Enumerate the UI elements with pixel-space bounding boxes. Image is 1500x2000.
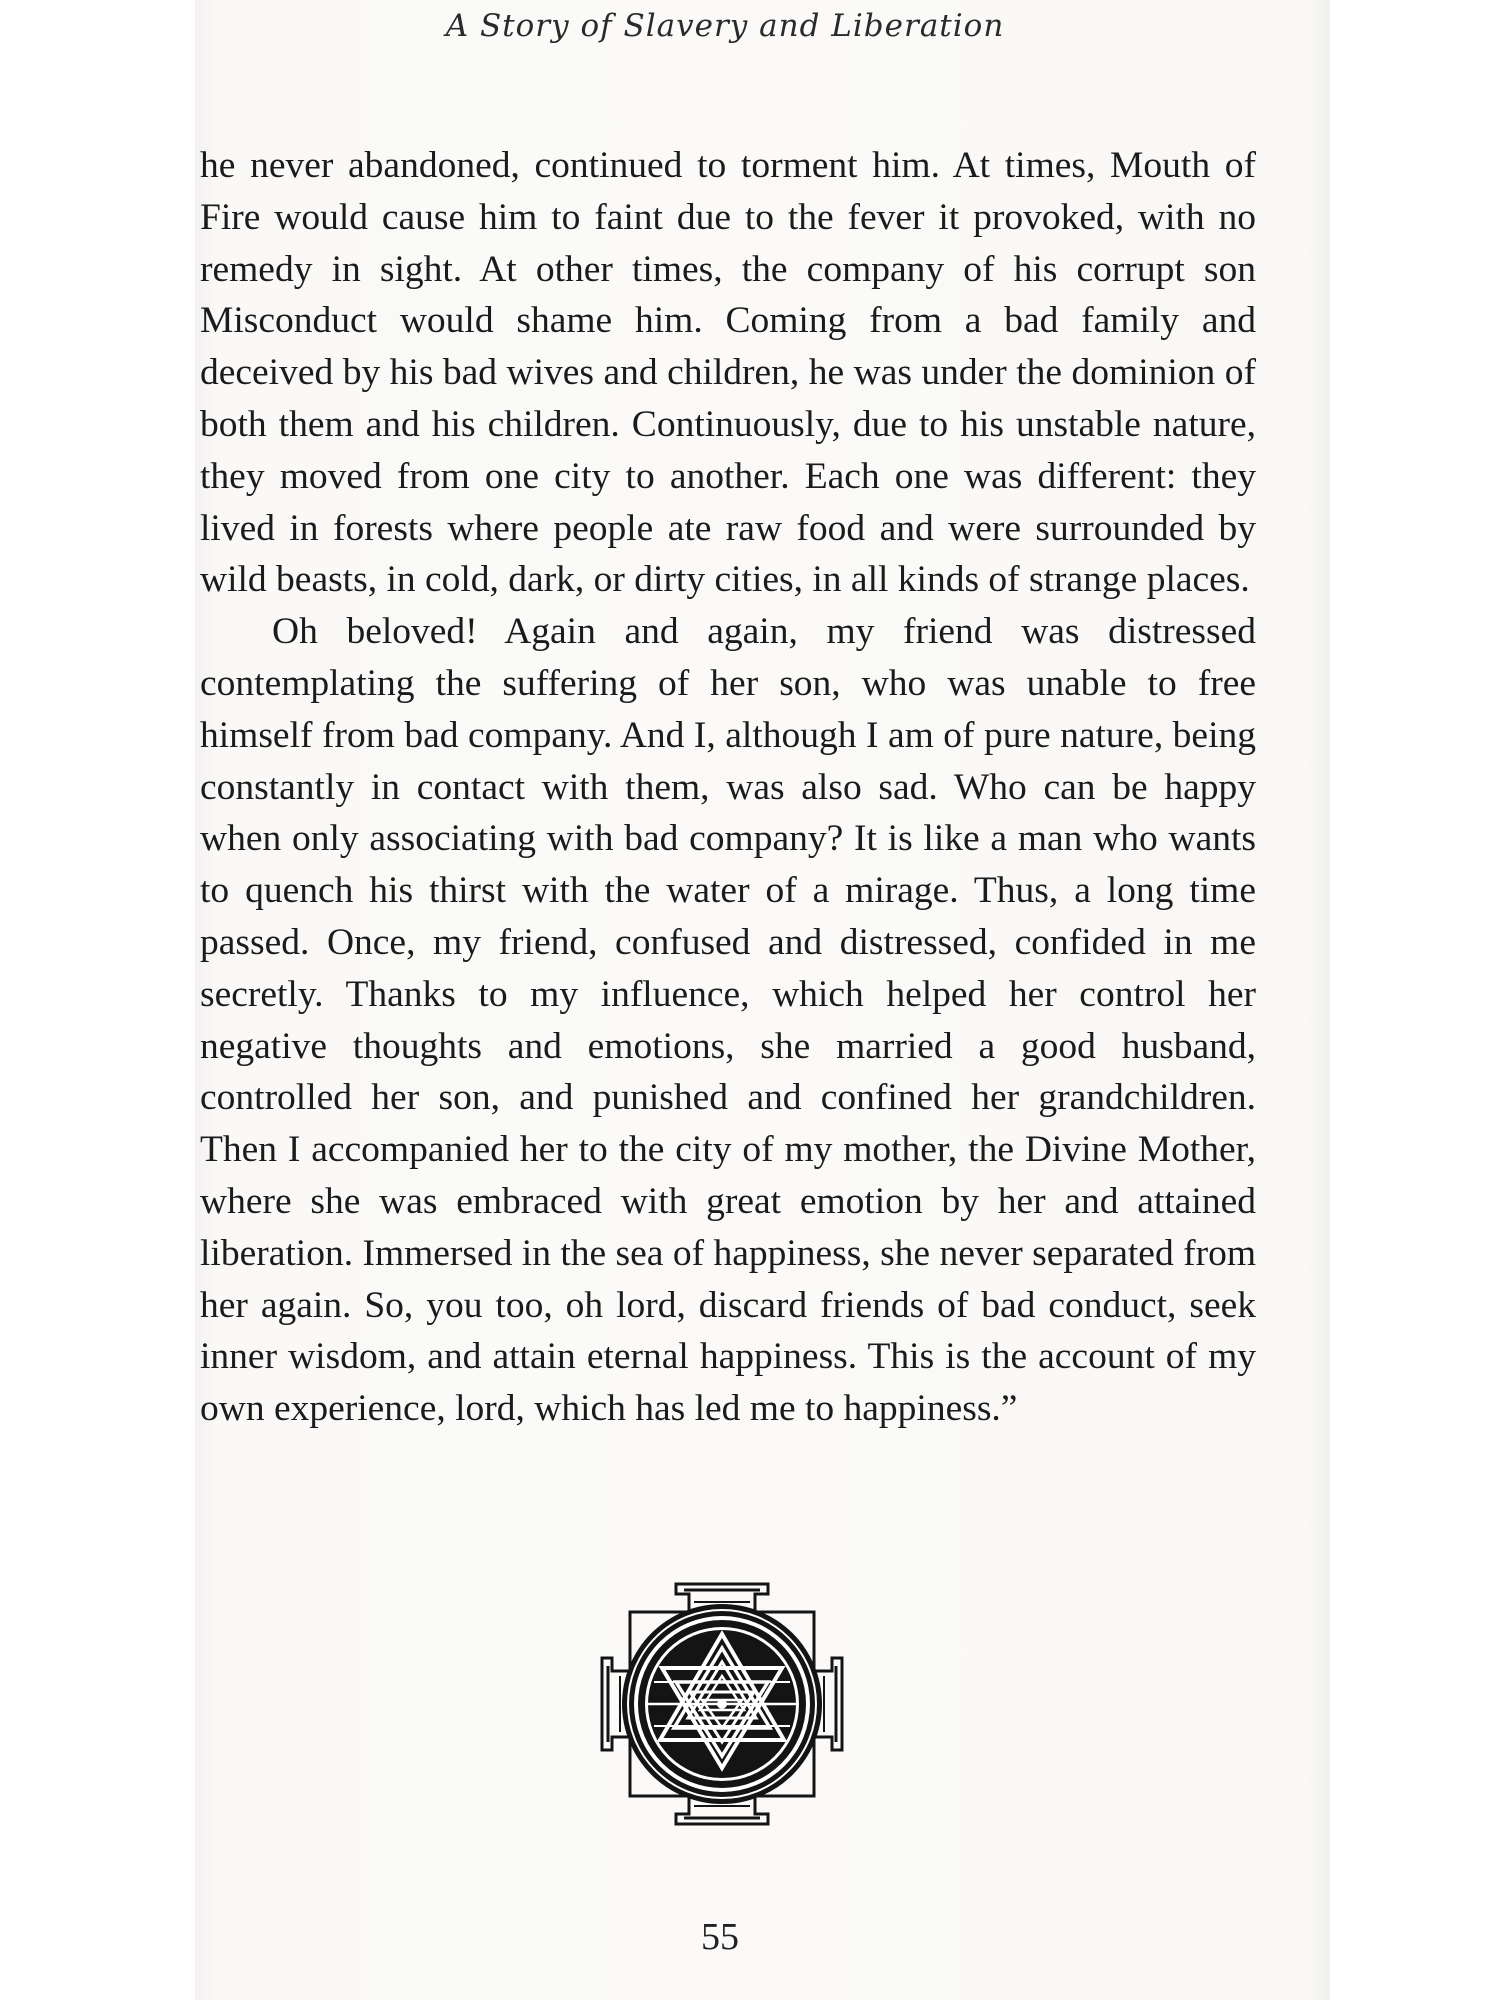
- page-number: 55: [701, 1916, 739, 1958]
- paragraph-1: he never abandoned, continued to torment him. At times, Mouth of Fire would cause him to faint due to the fever it provoked, with no remedy in sight. At other times, the company of his corrupt son Misconduct would shame him. Coming from a bad family and deceived by his bad wives and children, he was under the dominion of both them and his children. Continuously, due to his unstable nature, they moved from one city to another. Each one was different: they lived in forests where people ate raw food and were surrounded by wild beasts, in cold, dark, or dirty cities, in all kinds of strange places.: [200, 145, 1256, 601]
- paragraph-2: Oh beloved! Again and again, my friend was distressed contemplating the suffering of her son, who was unable to free himself from bad company. And I, although I am of pure nature, being constantly in contact with them, was also sad. Who can be happy when only associating with bad company? It is like a man who wants to quench his thirst with the water of a mirage. Thus, a long time passed. Once, my friend, confused and distressed, confided in me secretly. Thanks to my influence, which helped her control her negative thoughts and emotions, she married a good husband, controlled her son, and punished and confined her grandchildren. Then I accompanied her to the city of my mother, the Divine Mother, where she was embraced with great emotion by her and attained liberation. Immersed in the sea of happiness, she never separated from her again. So, you too, oh lord, discard friends of bad conduct, seek inner wisdom, and attain eternal happiness. This is the account of my own experience, lord, which has led me to happiness.”: [200, 611, 1256, 1430]
- running-head: A Story of Slavery and Liberation: [445, 8, 1005, 44]
- body-text: [200, 140, 1256, 1435]
- sri-yantra-icon: [590, 1572, 854, 1836]
